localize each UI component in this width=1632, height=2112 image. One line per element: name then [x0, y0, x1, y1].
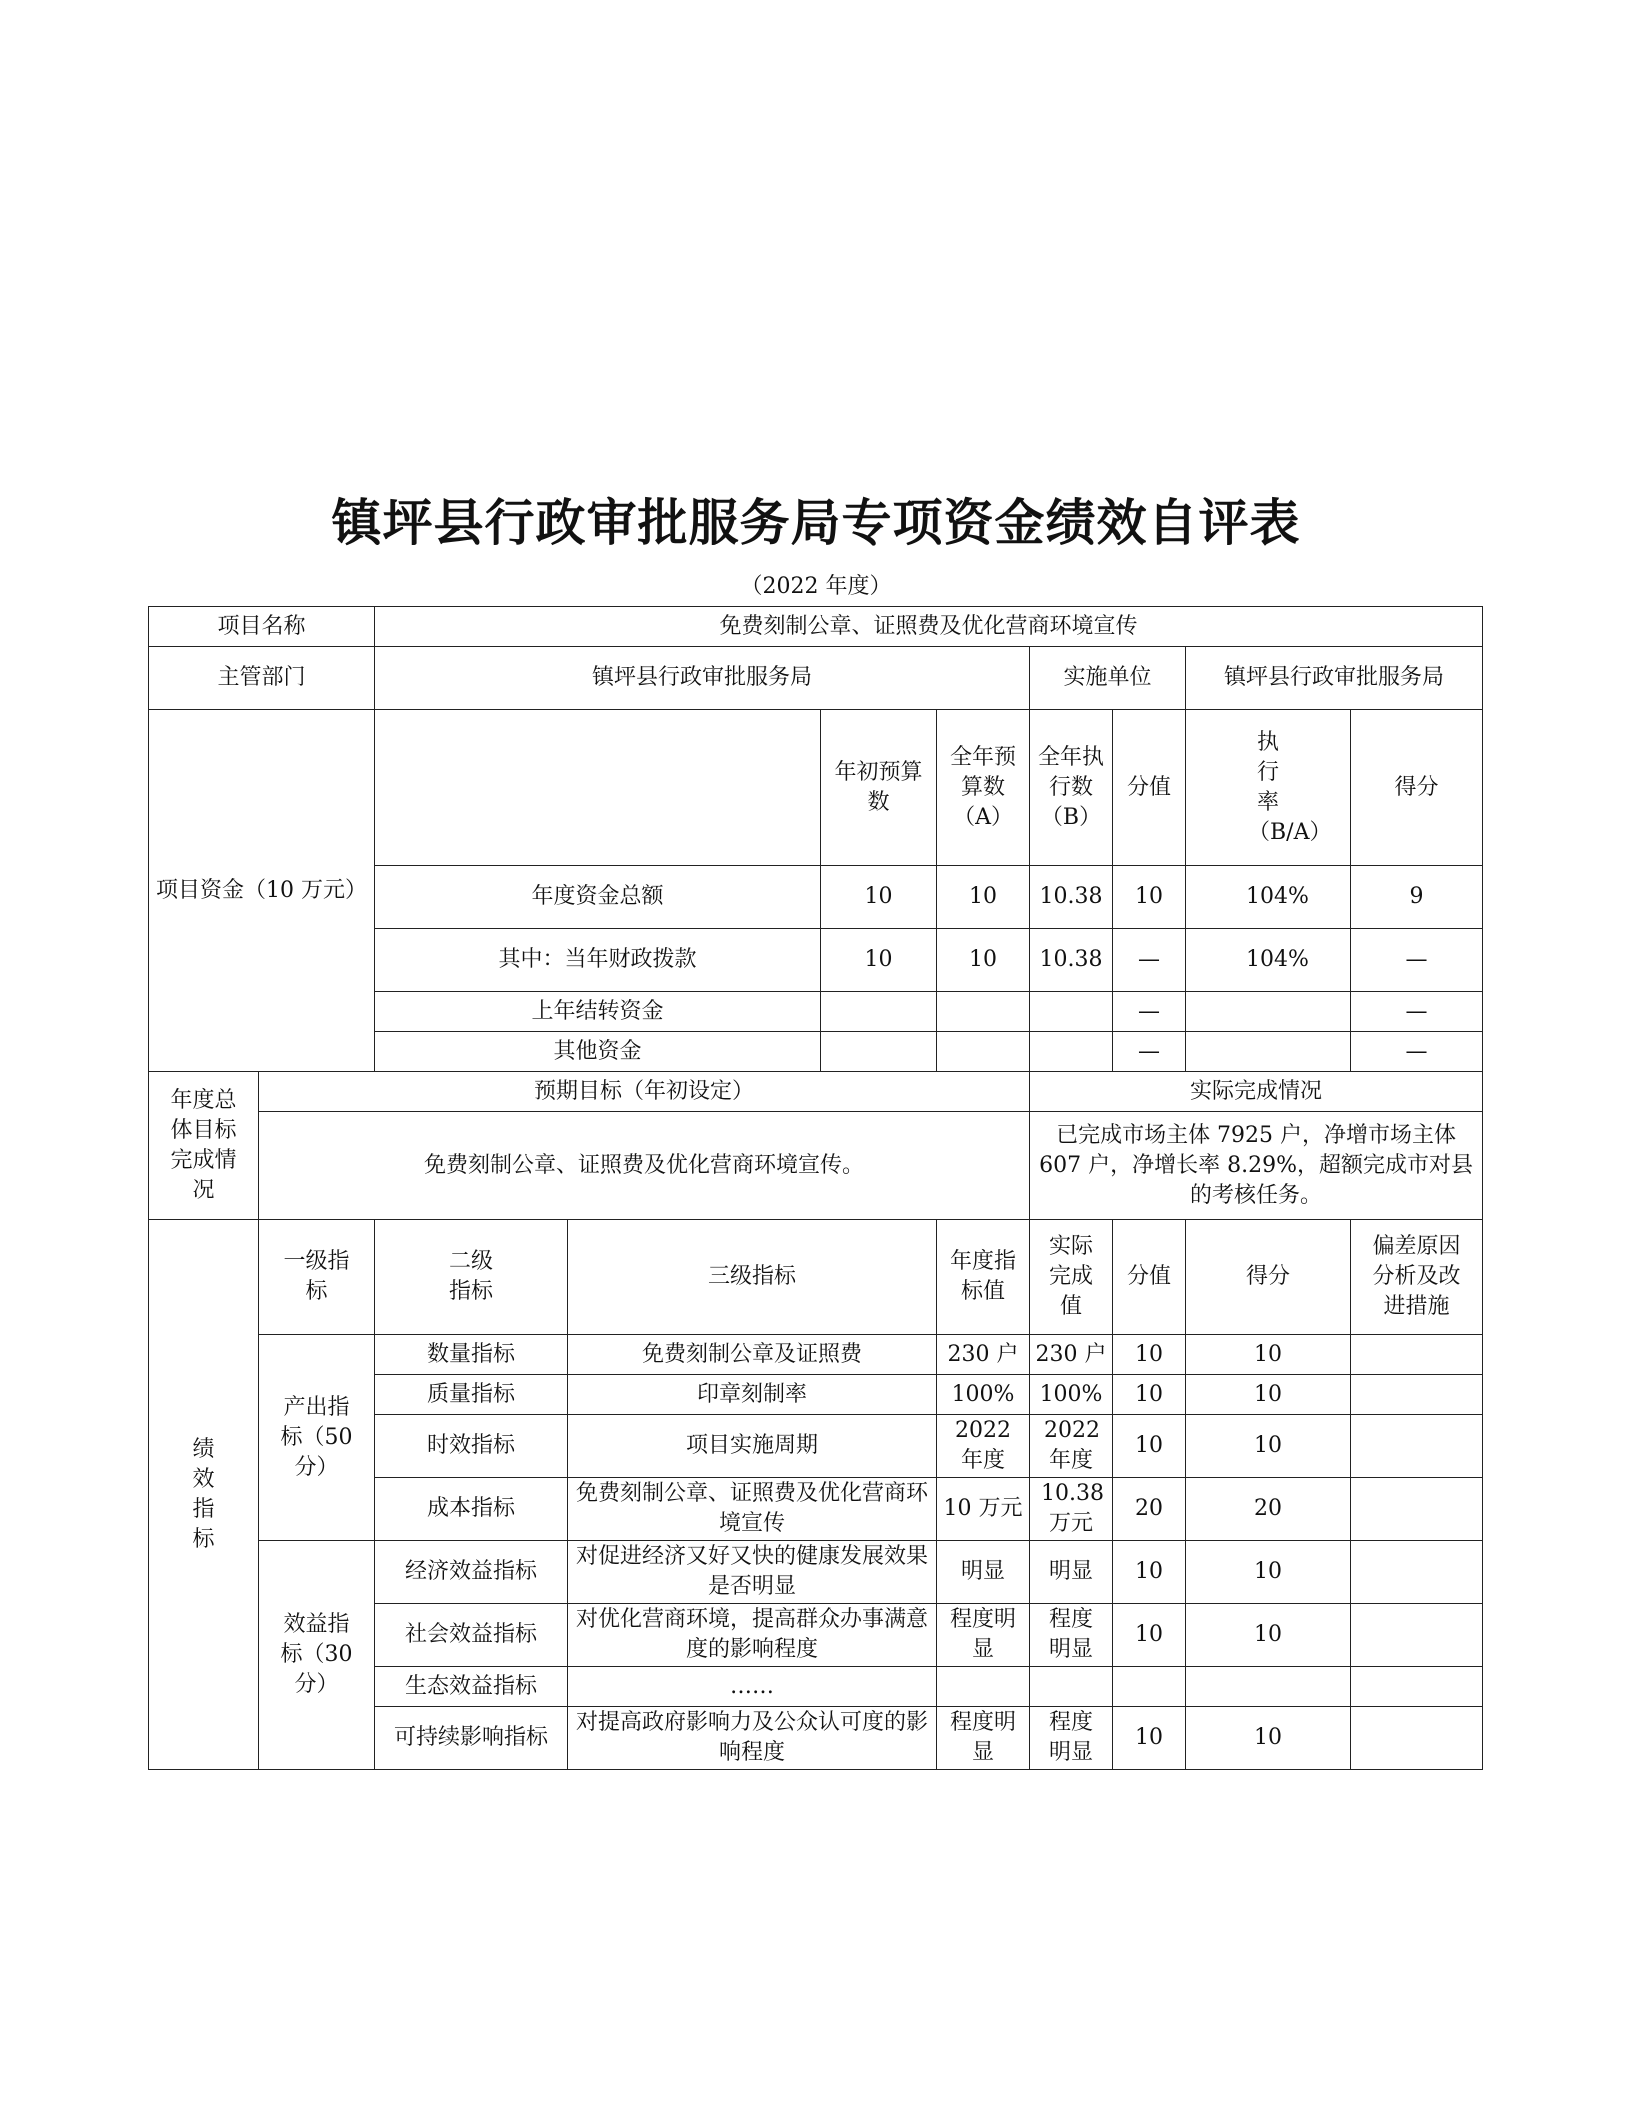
funds-row-rate: [1186, 929, 1351, 992]
funds-header-initial: 年初预算数: [821, 710, 937, 866]
funds-row-initial: 10: [821, 929, 937, 992]
indicator-level3: 对提高政府影响力及公众认可度的影响程度: [568, 1707, 937, 1770]
funds-header-annual: 全年预算数（A）: [937, 710, 1030, 866]
indicator-level2: 成本指标: [375, 1478, 568, 1541]
funds-row-score: —: [1351, 929, 1483, 992]
indicators-header-score-value: 分值: [1113, 1220, 1186, 1335]
indicator-level3: 项目实施周期: [568, 1415, 937, 1478]
funds-row-initial: [821, 1032, 937, 1072]
indicator-level2: 时效指标: [375, 1415, 568, 1478]
department-row: [149, 647, 1483, 710]
funds-row-name: 年度资金总额: [375, 866, 821, 929]
indicators-header-row: [149, 1220, 1483, 1335]
form-year: （2022 年度）: [740, 574, 892, 599]
indicator-level2: 质量指标: [375, 1375, 568, 1415]
funds-row-initial: 10: [821, 866, 937, 929]
funds-row-annual: 10: [937, 929, 1030, 992]
indicator-group-output-text: 产出指标（50分）: [280, 1394, 353, 1480]
project-name-value: 免费刻制公章、证照费及优化营商环境宣传: [375, 607, 1483, 647]
indicator-row: [149, 1541, 1483, 1604]
indicator-target: 2022 年度: [937, 1415, 1030, 1478]
funds-header-blank: [375, 710, 821, 866]
indicator-deviation: [1351, 1604, 1483, 1667]
indicator-deviation: [1351, 1335, 1483, 1375]
indicators-header-level3: 三级指标: [568, 1220, 937, 1335]
indicator-deviation: [1351, 1415, 1483, 1478]
indicators-header-level1: [259, 1220, 375, 1335]
goals-actual: 已完成市场主体 7925 户，净增市场主体 607 户，净增长率 8.29%，超额完成市对县的考核任务。: [1030, 1112, 1483, 1220]
department-value: 镇坪县行政审批服务局: [375, 647, 1030, 710]
indicator-target: [937, 1707, 1030, 1770]
indicator-target-text: 程度明显: [950, 1607, 1017, 1662]
indicator-target: [937, 1667, 1030, 1707]
indicators-header-level2: [375, 1220, 568, 1335]
indicator-level3: 印章刻制率: [568, 1375, 937, 1415]
indicators-header-target-text: 年度指标值: [950, 1249, 1017, 1304]
funds-row-score-value: —: [1113, 1032, 1186, 1072]
indicator-score: 10: [1186, 1375, 1351, 1415]
funds-row-name: 其中：当年财政拨款: [375, 929, 821, 992]
funds-row-rate-text: 104%: [1246, 884, 1309, 909]
indicator-level3: 免费刻制公章、证照费及优化营商环境宣传: [568, 1478, 937, 1541]
indicator-score: 10: [1186, 1604, 1351, 1667]
indicator-group-benefit-text: 效益指标（30分）: [280, 1612, 353, 1697]
funds-row-exec: 10.38: [1030, 866, 1113, 929]
indicator-level2: 经济效益指标: [375, 1541, 568, 1604]
funds-row-score-value: —: [1113, 992, 1186, 1032]
indicator-level2: 生态效益指标: [375, 1667, 568, 1707]
indicator-target: 10 万元: [937, 1478, 1030, 1541]
funds-header-rate: [1186, 710, 1351, 866]
goals-actual-label: 实际完成情况: [1030, 1072, 1483, 1112]
indicator-deviation: [1351, 1707, 1483, 1770]
indicator-target: 明显: [937, 1541, 1030, 1604]
indicators-label-text: 绩效指标: [192, 1436, 215, 1552]
indicator-score-value: 10: [1113, 1541, 1186, 1604]
goals-content-row: [149, 1112, 1483, 1220]
indicator-actual: [1030, 1707, 1113, 1770]
indicator-score: 10: [1186, 1335, 1351, 1375]
indicator-score: 10: [1186, 1415, 1351, 1478]
indicator-group-output: [259, 1335, 375, 1541]
indicator-target-text: 程度明显: [950, 1710, 1017, 1765]
funds-row-annual: [937, 1032, 1030, 1072]
indicator-actual: [1030, 1667, 1113, 1707]
indicator-level3: ……: [568, 1667, 937, 1707]
funds-row-score-value: 10: [1113, 866, 1186, 929]
indicator-actual: [1030, 1415, 1113, 1478]
funds-header-rate-text: 执行率（B/A）: [1248, 729, 1332, 845]
indicator-target: 100%: [937, 1375, 1030, 1415]
goals-label-text: 年度总体目标完成情况: [170, 1087, 237, 1203]
implementer-value: 镇坪县行政审批服务局: [1186, 647, 1483, 710]
form-title: 镇坪县行政审批服务局专项资金绩效自评表: [331, 494, 1301, 552]
evaluation-table: [148, 606, 1483, 1770]
indicator-score-value: 10: [1113, 1707, 1186, 1770]
indicators-header-actual-text: 实际完成值: [1049, 1234, 1094, 1319]
funds-header-score: 得分: [1351, 710, 1483, 866]
indicators-header-actual: [1030, 1220, 1113, 1335]
funds-row-exec: 10.38: [1030, 929, 1113, 992]
indicator-actual-text: 程度明显: [1049, 1607, 1094, 1662]
funds-row-rate-text: 104%: [1246, 947, 1309, 972]
indicators-header-target: [937, 1220, 1030, 1335]
funds-row-exec: [1030, 992, 1113, 1032]
indicator-level2: 数量指标: [375, 1335, 568, 1375]
funds-row-annual: [937, 992, 1030, 1032]
goals-label: [149, 1072, 259, 1220]
funds-row-rate: [1186, 992, 1351, 1032]
indicator-score-value: 10: [1113, 1604, 1186, 1667]
indicator-score: [1186, 1667, 1351, 1707]
indicator-row: [149, 1335, 1483, 1375]
department-label: 主管部门: [149, 647, 375, 710]
funds-row-score: —: [1351, 1032, 1483, 1072]
indicators-header-level2-text: 二级指标: [449, 1249, 494, 1304]
indicator-actual: 明显: [1030, 1541, 1113, 1604]
indicator-actual: [1030, 1478, 1113, 1541]
indicators-header-score: 得分: [1186, 1220, 1351, 1335]
indicator-actual: 100%: [1030, 1375, 1113, 1415]
indicator-actual-text: 2022 年度: [1044, 1418, 1101, 1473]
indicator-score-value: 10: [1113, 1375, 1186, 1415]
goals-header-row: [149, 1072, 1483, 1112]
indicators-label: [149, 1220, 259, 1770]
funds-row-score: 9: [1351, 866, 1483, 929]
indicator-level3: 免费刻制公章及证照费: [568, 1335, 937, 1375]
indicator-level3: 对促进经济又好又快的健康发展效果是否明显: [568, 1541, 937, 1604]
goals-expected: 免费刻制公章、证照费及优化营商环境宣传。: [259, 1112, 1030, 1220]
indicator-deviation: [1351, 1667, 1483, 1707]
funds-row-annual: 10: [937, 866, 1030, 929]
funds-row-initial: [821, 992, 937, 1032]
indicators-header-deviation: [1351, 1220, 1483, 1335]
funds-row-rate: [1186, 1032, 1351, 1072]
implementer-label: 实施单位: [1030, 647, 1186, 710]
indicator-actual: [1030, 1604, 1113, 1667]
project-name-label: 项目名称: [149, 607, 375, 647]
funds-row-name: 上年结转资金: [375, 992, 821, 1032]
funds-header-row: [149, 710, 1483, 866]
funds-label: 项目资金（10 万元）: [149, 710, 375, 1072]
indicator-level2: 可持续影响指标: [375, 1707, 568, 1770]
indicator-group-benefit: [259, 1541, 375, 1770]
funds-row-score-value: —: [1113, 929, 1186, 992]
funds-row-exec: [1030, 1032, 1113, 1072]
indicator-level3: 对优化营商环境，提高群众办事满意度的影响程度: [568, 1604, 937, 1667]
indicator-target: 230 户: [937, 1335, 1030, 1375]
funds-row-rate: [1186, 866, 1351, 929]
indicator-deviation: [1351, 1478, 1483, 1541]
goals-expected-label: 预期目标（年初设定）: [259, 1072, 1030, 1112]
indicator-score: 10: [1186, 1707, 1351, 1770]
funds-row-score: —: [1351, 992, 1483, 1032]
funds-row-name: 其他资金: [375, 1032, 821, 1072]
indicators-header-level1-text: 一级指标: [283, 1249, 350, 1304]
indicators-header-deviation-text: 偏差原因分析及改进措施: [1372, 1234, 1461, 1319]
indicator-actual: 230 户: [1030, 1335, 1113, 1375]
indicator-level2: 社会效益指标: [375, 1604, 568, 1667]
indicator-deviation: [1351, 1541, 1483, 1604]
indicator-score-value: 10: [1113, 1335, 1186, 1375]
indicator-score-value: 10: [1113, 1415, 1186, 1478]
indicator-score: 10: [1186, 1541, 1351, 1604]
indicator-score-value: [1113, 1667, 1186, 1707]
project-name-row: [149, 607, 1483, 647]
funds-header-score-value: 分值: [1113, 710, 1186, 866]
indicator-target: [937, 1604, 1030, 1667]
indicator-actual-text: 程度明显: [1049, 1710, 1094, 1765]
indicator-deviation: [1351, 1375, 1483, 1415]
indicator-actual-text: 10.38 万元: [1041, 1481, 1104, 1536]
funds-header-exec: 全年执行数（B）: [1030, 710, 1113, 866]
indicator-score: 20: [1186, 1478, 1351, 1541]
indicator-score-value: 20: [1113, 1478, 1186, 1541]
